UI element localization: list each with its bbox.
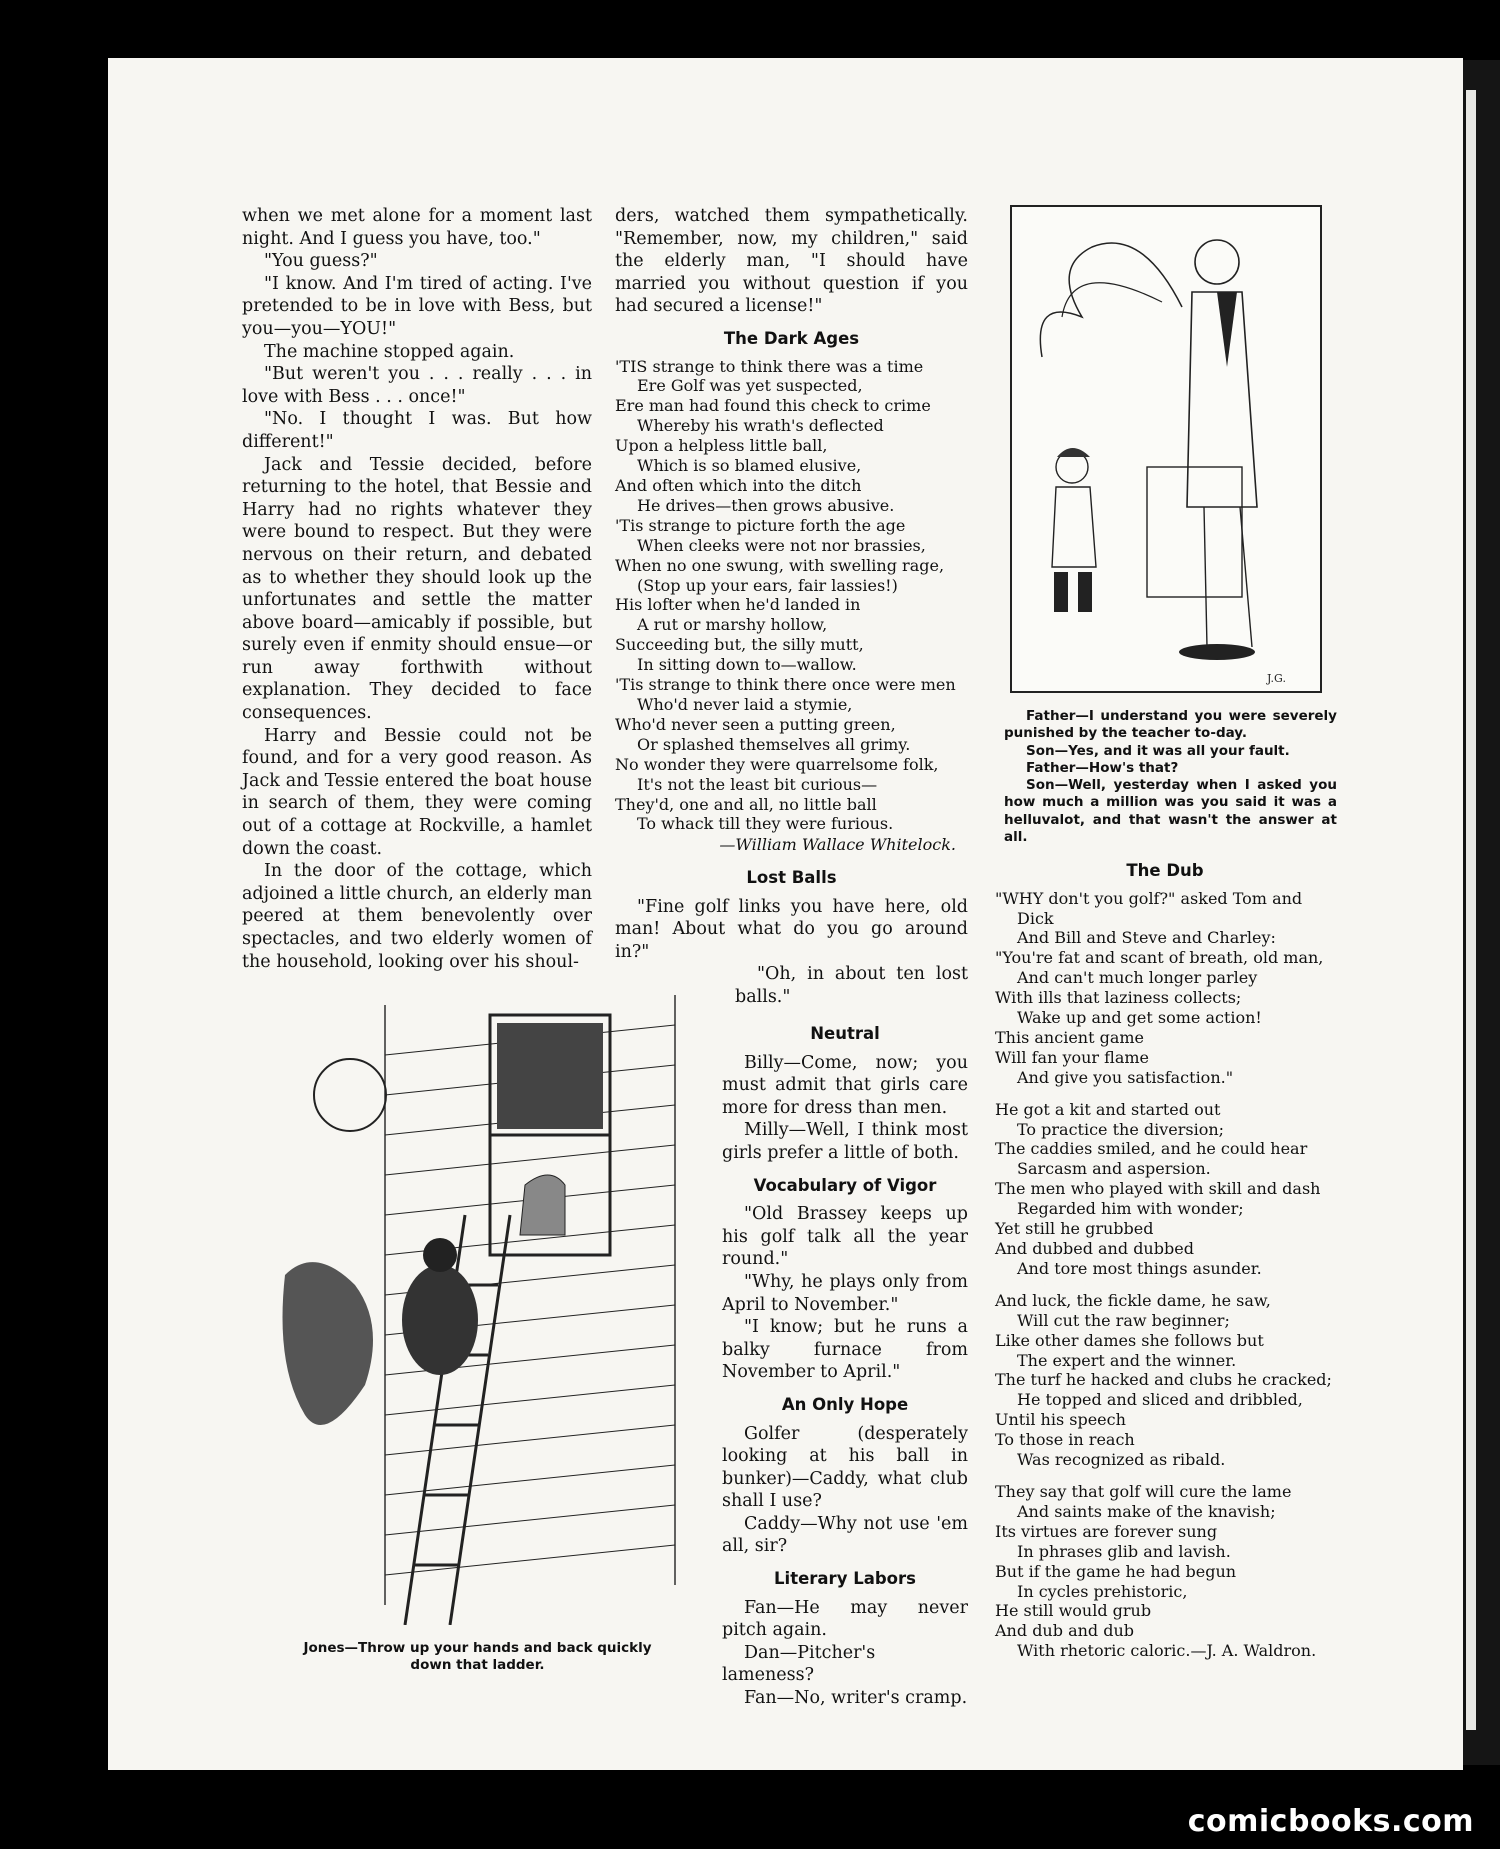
literary-line-1: Fan—He may never pitch again. bbox=[722, 1597, 968, 1641]
verse-line: This ancient game bbox=[995, 1027, 1145, 1047]
verse-line: Like other dames she follows but bbox=[995, 1330, 1264, 1350]
middle-column bbox=[615, 205, 968, 1008]
dub-column bbox=[995, 860, 1335, 1661]
verse-line: 'Tis strange to picture forth the age bbox=[615, 515, 906, 535]
vocab-line-3: "I know; but he runs a balky furnace from November to April." bbox=[722, 1317, 968, 1383]
verse-line: And often which into the ditch bbox=[615, 476, 862, 495]
verse-line: Regarded him with wonder; bbox=[1017, 1199, 1244, 1219]
verse-line: Dick bbox=[1017, 908, 1054, 928]
story-paragraph: Jack and Tessie decided, before returning to the hotel, that Bessie and Harry had no rights whatever they were bound to respect. But they were nervous on their return, and debated as to whether they should look up the unfortunates and settle the matter above board—amicably if possible, but surely even if enmity should ensue—or run away forthwith without explanation. They decided to face consequences. bbox=[242, 454, 592, 724]
vocab-line-1: "Old Brassey keeps up his golf talk all the year round." bbox=[722, 1204, 968, 1270]
verse-line: In phrases glib and lavish. bbox=[1017, 1541, 1231, 1561]
hope-title: An Only Hope bbox=[781, 1394, 909, 1414]
verse-line: Until his speech bbox=[995, 1410, 1126, 1430]
stanza-break bbox=[995, 1470, 1335, 1482]
verse-line: Yet still he grubbed bbox=[995, 1219, 1154, 1239]
neutral-line-2: Milly—Well, I think most girls prefer a little of both. bbox=[722, 1120, 968, 1163]
verse-line: A rut or marshy hollow, bbox=[637, 615, 828, 635]
verse-line: They'd, one and all, no little ball bbox=[615, 794, 877, 814]
verse-line: The caddies smiled, and he could hear bbox=[995, 1139, 1308, 1159]
verse-line: "WHY don't you golf?" asked Tom and bbox=[995, 888, 1303, 908]
story-paragraph: when we met alone for a moment last night. And I guess you have, too." bbox=[242, 206, 592, 249]
father-son-caption bbox=[1004, 708, 1337, 846]
story-paragraph: "But weren't you . . . really . . . in love with Bess . . . once!" bbox=[242, 364, 592, 407]
verse-line: It's not the least bit curious— bbox=[637, 774, 878, 794]
stanza-break bbox=[995, 1279, 1335, 1291]
artist-signature: J.G. bbox=[1267, 672, 1286, 685]
literary-line-3: Fan—No, writer's cramp. bbox=[744, 1688, 968, 1709]
verse-line: Its virtues are forever sung bbox=[995, 1521, 1218, 1541]
story-paragraph: In the door of the cottage, which adjoined a little church, an elderly man peered at them benevolently over spectacles, and two elderly women of the household, looking over his shoul- bbox=[242, 861, 592, 972]
dark-ages-poem bbox=[615, 357, 968, 835]
verse-line: Which is so blamed elusive, bbox=[637, 456, 862, 476]
hope-line-2: Caddy—Why not use 'em all, sir? bbox=[722, 1513, 968, 1557]
verse-line: To those in reach bbox=[995, 1430, 1135, 1450]
verse-line: To practice the diversion; bbox=[1017, 1119, 1225, 1139]
verse-line: And dub and dub bbox=[995, 1621, 1135, 1641]
father-son-drawing bbox=[1012, 207, 1320, 691]
verse-line: Was recognized as ribald. bbox=[1017, 1450, 1226, 1470]
site-watermark: comicbooks.com bbox=[1187, 1804, 1474, 1839]
verse-line: To whack till they were furious. bbox=[637, 814, 894, 834]
caption-line: Son—Yes, and it was all your fault. bbox=[1026, 742, 1290, 759]
verse-line: With rhetoric caloric.—J. A. Waldron. bbox=[1017, 1641, 1317, 1661]
story-paragraph: "No. I thought I was. But how different!" bbox=[242, 409, 592, 452]
verse-line: And Bill and Steve and Charley: bbox=[1017, 928, 1276, 948]
verse-line: Whereby his wrath's deflected bbox=[637, 416, 884, 436]
verse-line: And can't much longer parley bbox=[1017, 968, 1258, 988]
story-column bbox=[242, 205, 592, 973]
neutral-line-1: Billy—Come, now; you must admit that girls care more for dress than men. bbox=[722, 1052, 968, 1118]
verse-line: Ere man had found this check to crime bbox=[615, 396, 931, 416]
verse-line: "You're fat and scant of breath, old man, bbox=[995, 948, 1324, 968]
verse-line: And give you satisfaction." bbox=[1017, 1067, 1234, 1087]
verse-line: The men who played with skill and dash bbox=[995, 1179, 1321, 1199]
verse-line: Upon a helpless little ball, bbox=[615, 436, 828, 456]
verse-line: 'Tis strange to think there once were men bbox=[615, 675, 956, 695]
verse-line: Sarcasm and aspersion. bbox=[1017, 1159, 1211, 1179]
dub-poem bbox=[995, 889, 1335, 1662]
verse-line: Who'd never seen a putting green, bbox=[615, 714, 896, 734]
verse-line: Wake up and get some action! bbox=[1017, 1008, 1262, 1028]
verse-line: 'TIS strange to think there was a time bbox=[615, 356, 924, 376]
verse-line: In cycles prehistoric, bbox=[1017, 1581, 1188, 1601]
verse-line: They say that golf will cure the lame bbox=[995, 1481, 1292, 1501]
lost-balls-title: Lost Balls bbox=[746, 867, 837, 887]
verse-line: Will cut the raw beginner; bbox=[1017, 1310, 1230, 1330]
story-paragraph: "You guess?" bbox=[264, 251, 378, 272]
verse-line: (Stop up your ears, fair lassies!) bbox=[637, 575, 898, 595]
neutral-title: Neutral bbox=[810, 1024, 880, 1043]
dub-title: The Dub bbox=[1126, 861, 1204, 880]
caption-line: Son—Well, yesterday when I asked you how much a million was you said it was a helluvalot, and that wasn't the answer at all. bbox=[1004, 777, 1337, 846]
verse-line: No wonder they were quarrelsome folk, bbox=[615, 754, 939, 774]
verse-line: Will fan your flame bbox=[995, 1047, 1150, 1067]
literary-line-2: Dan—Pitcher's lameness? bbox=[722, 1642, 876, 1686]
verse-line: And tore most things asunder. bbox=[1017, 1258, 1262, 1278]
story-paragraph: The machine stopped again. bbox=[264, 341, 515, 362]
verse-line: With ills that laziness collects; bbox=[995, 988, 1242, 1008]
facing-page-edge bbox=[1466, 90, 1476, 1730]
story-ending: ders, watched them sympathetically. "Remember, now, my children," said the elderly man, "I should have married you without question if you had secured a license!" bbox=[615, 206, 968, 317]
jokes-column bbox=[722, 1013, 968, 1710]
verse-line: He got a kit and started out bbox=[995, 1099, 1221, 1119]
verse-line: When no one swung, with swelling rage, bbox=[615, 555, 945, 575]
verse-line: His lofter when he'd landed in bbox=[615, 595, 861, 615]
verse-line: Ere Golf was yet suspected, bbox=[637, 376, 863, 396]
caption-line: Father—How's that? bbox=[1026, 759, 1179, 776]
story-paragraph: Harry and Bessie could not be found, and for a very good reason. As Jack and Tessie entered the boat house in search of them, they were coming out of a cottage at Rockville, a hamlet down the coast. bbox=[242, 725, 592, 859]
verse-line: But if the game he had begun bbox=[995, 1561, 1237, 1581]
dark-ages-title: The Dark Ages bbox=[723, 328, 860, 348]
verse-line: When cleeks were not nor brassies, bbox=[637, 535, 926, 555]
verse-line: He drives—then grows abusive. bbox=[637, 495, 895, 515]
dark-ages-author: —William Wallace Whitelock. bbox=[719, 835, 956, 855]
verse-line: Who'd never laid a stymie, bbox=[637, 694, 853, 714]
ladder-illustration bbox=[265, 985, 685, 1625]
verse-line: The turf he hacked and clubs he cracked; bbox=[995, 1370, 1332, 1390]
verse-line: He topped and sliced and dribbled, bbox=[1017, 1390, 1303, 1410]
stanza-break bbox=[995, 1088, 1335, 1100]
vocab-line-2: "Why, he plays only from April to November." bbox=[722, 1271, 968, 1315]
verse-line: He still would grub bbox=[995, 1601, 1152, 1621]
hope-line-1: Golfer (desperately looking at his ball in bunker)—Caddy, what club shall I use? bbox=[722, 1423, 968, 1512]
caption-line: Father—I understand you were severely punished by the teacher to-day. bbox=[1004, 708, 1337, 742]
verse-line: And saints make of the knavish; bbox=[1017, 1501, 1276, 1521]
literary-title: Literary Labors bbox=[774, 1569, 916, 1589]
verse-line: And dubbed and dubbed bbox=[995, 1239, 1194, 1258]
verse-line: Succeeding but, the silly mutt, bbox=[615, 635, 864, 655]
vocab-title: Vocabulary of Vigor bbox=[753, 1175, 937, 1195]
father-son-cartoon bbox=[1010, 205, 1322, 693]
verse-line: The expert and the winner. bbox=[1017, 1350, 1237, 1370]
verse-line: And luck, the fickle dame, he saw, bbox=[995, 1290, 1271, 1310]
ladder-drawing bbox=[265, 985, 685, 1625]
verse-line: Or splashed themselves all grimy. bbox=[637, 734, 911, 754]
verse-line: In sitting down to—wallow. bbox=[637, 655, 857, 675]
jones-caption: Jones—Throw up your hands and back quickly down that ladder. bbox=[303, 1640, 652, 1673]
lost-balls-reply: "Oh, in about ten lost balls." bbox=[735, 964, 968, 1007]
lost-balls-text: "Fine golf links you have here, old man! About what do you go around in?" bbox=[615, 896, 968, 962]
story-paragraph: "I know. And I'm tired of acting. I've pretended to be in love with Bess, but you—you—YOU!" bbox=[242, 273, 592, 339]
